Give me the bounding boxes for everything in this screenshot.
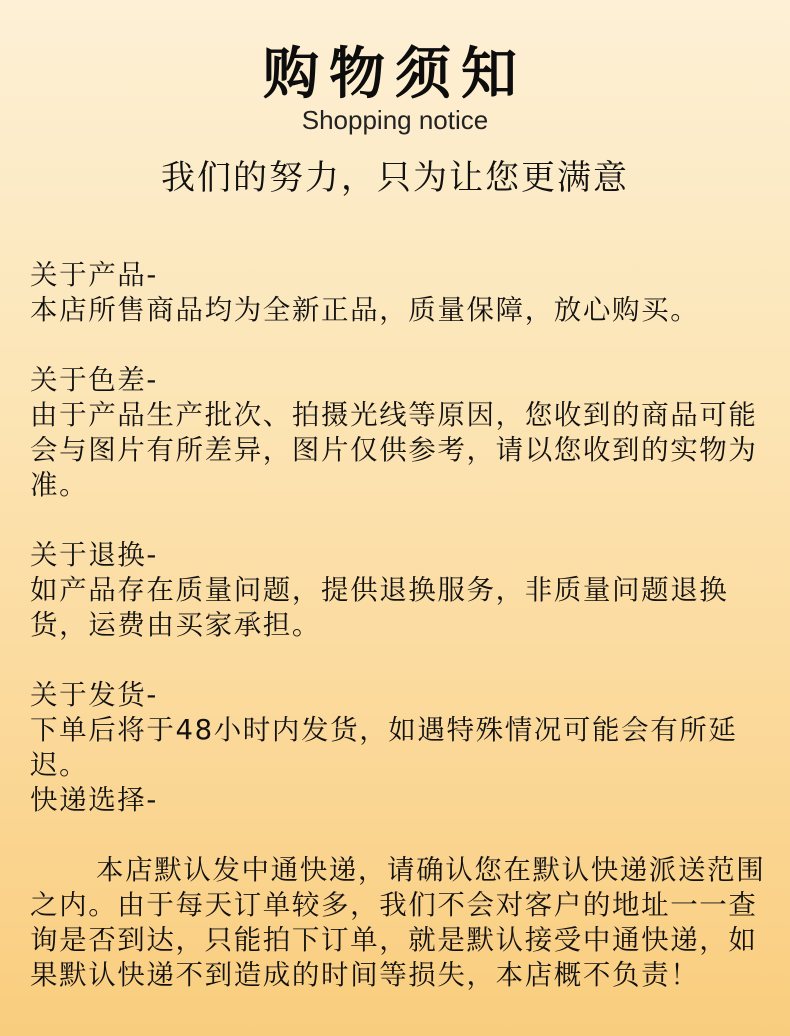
page-subtitle: Shopping notice (301, 105, 489, 135)
section-heading: 关于色差- (30, 364, 158, 396)
section-heading: 快递选择- (30, 784, 158, 816)
section-body: 由于产品生产批次、拍摄光线等原因，您收到的商品可能会与图片有所差异，图片仅供参考，请以您收到的实物为准。 (30, 399, 758, 501)
tagline: 我们的努力，只为让您更满意 (161, 158, 629, 198)
page-title: 购物须知 (263, 42, 527, 107)
section-express (30, 783, 770, 993)
section-body: 本店默认发中通快递，请确认您在默认快递派送范围之内。由于每天订单较多，我们不会对客户的地址一一查询是否到达，只能拍下订单，就是默认接受中通快递，如果默认快递不到造成的时间等损失，本店概不负责！ (30, 854, 766, 991)
section-heading: 关于产品- (30, 259, 158, 291)
notice-content (30, 258, 770, 993)
section-heading: 关于发货- (30, 679, 158, 711)
section-color-difference (30, 363, 770, 503)
section-body: 下单后将于48小时内发货，如遇特殊情况可能会有所延迟。 (30, 714, 738, 781)
section-heading: 关于退换- (30, 539, 158, 571)
section-shipping (30, 678, 770, 783)
section-returns (30, 538, 770, 643)
section-body: 本店所售商品均为全新正品，质量保障，放心购买。 (30, 294, 700, 326)
section-body: 如产品存在质量问题，提供退换服务，非质量问题退换货，运费由买家承担。 (30, 574, 729, 641)
section-product (30, 258, 770, 328)
